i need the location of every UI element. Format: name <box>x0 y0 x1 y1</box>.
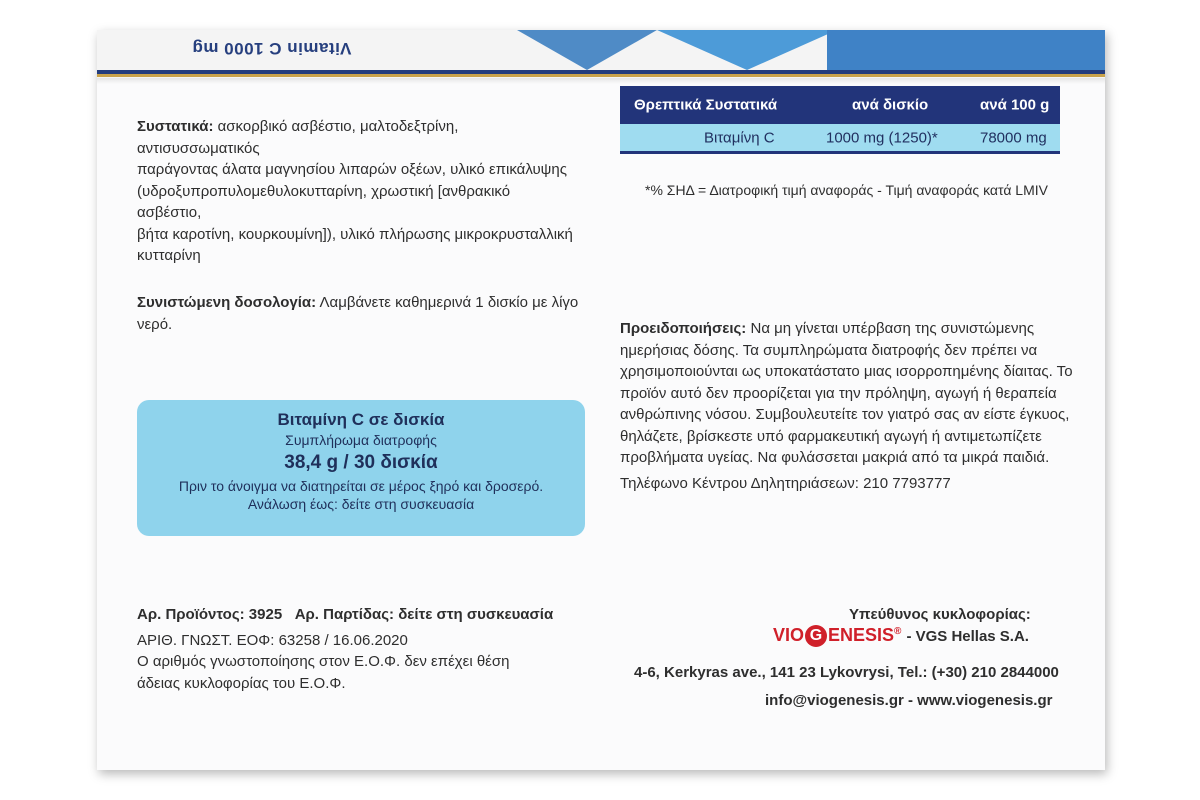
warnings-line: προϊόν αυτό δεν προορίζεται για την πρόληψη, αγωγή ή θεραπεία <box>620 384 1057 402</box>
product-info-box <box>137 400 585 536</box>
logo-g-mark: G <box>805 625 827 647</box>
dosage-text: Λαμβάνετε καθημερινά 1 δισκίο με λίγο <box>316 294 579 311</box>
top-strip <box>97 30 1105 78</box>
company-name: - VGS Hellas S.A. <box>906 628 1029 645</box>
storage-note: Πριν το άνοιγμα να διατηρείται σε μέρος ξηρό και δροσερό. <box>178 478 544 494</box>
nutrition-header-cell: ανά δισκίο <box>852 96 929 114</box>
warnings-line: Να μη γίνεται υπέρβαση της συνιστώμενης <box>746 320 1035 337</box>
decor-triangle <box>517 30 657 70</box>
eof-number: ΑΡΙΘ. ΓΝΩΣΤ. ΕΟΦ: 63258 / 16.06.2020 <box>137 631 408 649</box>
ingredients-line: βήτα καροτίνη, κουρκουμίνη]), υλικό πλήρωσης μικροκρυσταλλική <box>137 225 573 243</box>
decor-triangle <box>657 30 837 70</box>
warnings <box>620 318 1080 494</box>
nutrition-row <box>620 124 1060 154</box>
logo-registered: ® <box>894 626 902 637</box>
product-quantity: 38,4 g / 30 δισκία <box>284 452 438 473</box>
warnings-line: χρησιμοποιούνται ως υποκατάστατο μιας ισορροπημένης δίαιτας. Το <box>620 363 1073 380</box>
decor-band <box>827 30 1105 70</box>
distributor-address: 4-6, Kerkyras ave., 141 23 Lykovrysi, Tel.: (+30) 210 2844000 <box>634 664 1059 681</box>
nutrition-cell: 78000 mg <box>980 129 1047 146</box>
nutrition-cell: 1000 mg (1250)* <box>826 129 938 146</box>
distributor-web: info@viogenesis.gr - www.viogenesis.gr <box>765 692 1053 709</box>
ingredients-line: παράγοντας άλατα μαγνησίου λιπαρών οξέων, υλικό επικάλυψης <box>137 161 567 178</box>
eof-note: άδειας κυκλοφορίας του Ε.Ο.Φ. <box>137 674 346 692</box>
expiry-note: Ανάλωση έως: δείτε στη συσκευασία <box>247 496 475 512</box>
warnings-label: Προειδοποιήσεις: <box>620 320 747 337</box>
distributor-label: Υπεύθυνος κυκλοφορίας: <box>849 606 1031 623</box>
dosage-label: Συνιστώμενη δοσολογία: <box>137 294 317 311</box>
ingredients-line: ασκορβικό ασβέστιο, μαλτοδεξτρίνη, αντισυσσωματικός <box>137 118 459 157</box>
warnings-line: ημερήσιας δόσης. Τα συμπληρώματα διατροφής δεν πρέπει να <box>620 341 1038 359</box>
dosage <box>137 292 597 335</box>
product-title: Βιταμίνη C σε δισκία <box>277 410 445 429</box>
flipped-title: Vitamin C 1000 mg <box>192 39 352 58</box>
poison-center-phone: Τηλέφωνο Κέντρου Δηλητηριάσεων: 210 7793777 <box>620 474 951 492</box>
nutrition-header-cell: ανά 100 g <box>980 96 1050 114</box>
logo-vio: VIO <box>773 625 805 645</box>
ingredients-label: Συστατικά: <box>137 118 214 135</box>
warnings-line: θηλάζετε, βρίσκεστε υπό φαρμακευτική αγωγή ή αντιμετωπίζετε <box>620 427 1042 445</box>
ingredients <box>137 116 577 267</box>
nutrition-header <box>620 86 1060 124</box>
warnings-line: προβλήματα υγείας. Να φυλάσσεται μακριά από τα μικρά παιδιά. <box>620 449 1050 466</box>
dosage-text: νερό. <box>137 315 173 333</box>
ingredients-line: κυτταρίνη <box>137 247 201 264</box>
nutrition-table <box>620 86 1060 154</box>
nutrition-header-cell: Θρεπτικά Συστατικά <box>634 96 778 114</box>
strip-gold-line <box>97 74 1105 77</box>
nutrition-footnote: *% ΣΗΔ = Διατροφική τιμή αναφοράς - Τιμή αναφοράς κατά LMIV <box>645 182 1048 198</box>
viogenesis-logo <box>773 625 1029 647</box>
strip-shadow <box>97 78 1105 84</box>
nutrition-cell: Βιταμίνη C <box>704 129 775 146</box>
product-number: Αρ. Προϊόντος: 3925 <box>137 606 283 623</box>
product-subtitle: Συμπλήρωμα διατροφής <box>285 432 437 448</box>
warnings-line: ανθρώπινης νόσου. Συμβουλευτείτε τον γιατρό σας αν είστε έγκυος, <box>620 406 1070 423</box>
package-back <box>97 30 1105 770</box>
ingredients-line: (υδροξυπροπυλομεθυλοκυτταρίνη, χρωστική [ανθρακικό ασβέστιο, <box>137 182 511 221</box>
eof-note: Ο αριθμός γνωστοποίησης στον Ε.Ο.Φ. δεν επέχει θέση <box>137 653 510 670</box>
product-codes <box>137 604 617 694</box>
batch-number: Αρ. Παρτίδας: δείτε στη συσκευασία <box>294 606 554 623</box>
logo-nesis: ENESIS <box>828 625 895 645</box>
